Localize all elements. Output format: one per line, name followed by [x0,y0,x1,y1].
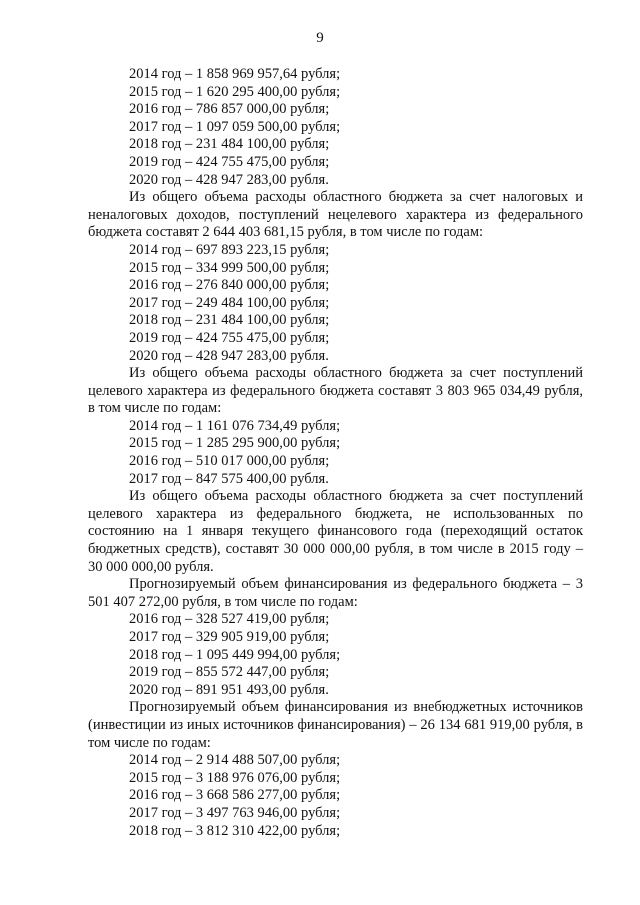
list-item: 2018 год – 231 484 100,00 рубля; [129,312,330,329]
list-item: 2020 год – 428 947 283,00 рубля. [129,347,329,364]
year-list-federal-targeted [88,418,583,488]
list-item: 2019 год – 855 572 447,00 рубля; [129,664,330,681]
paragraph-tax-revenue: Из общего объема расходы областного бюджета за счет налоговых и неналоговых доходов, поступлений нецелевого характера из федерального бюджета составят 2 644 403 681,15 рубля, в том числе по годам: [88,189,583,241]
list-item: 2018 год – 231 484 100,00 рубля; [129,136,330,153]
paragraph-unused-balance: Из общего объема расходы областного бюджета за счет поступлений целевого характера из федерального бюджета, не использованных по состоянию на 1 января текущего финансового года (переходящий остаток бюджетных средств), составят 30 000 000,00 рубля, в том числе в 2015 году – 30 000 000,00 рубля. [88,488,583,575]
year-list-tax-revenue [88,242,583,365]
list-item: 2015 год – 3 188 976 076,00 рубля; [129,769,341,786]
list-item: 2020 год – 891 951 493,00 рубля. [129,681,329,698]
list-item: 2017 год – 847 575 400,00 рубля. [129,470,329,487]
list-item: 2014 год – 1 858 969 957,64 рубля; [129,66,341,82]
year-list-federal-forecast [88,611,583,699]
year-list-total [88,66,583,189]
list-item: 2016 год – 786 857 000,00 рубля; [129,101,330,118]
list-item: 2014 год – 697 893 223,15 рубля; [129,241,330,258]
list-item: 2014 год – 2 914 488 507,00 рубля; [129,752,341,769]
list-item: 2015 год – 1 285 295 900,00 рубля; [129,435,341,452]
paragraph-extrabudgetary-forecast: Прогнозируемый объем финансирования из внебюджетных источников (инвестиции из иных источников финансирования) – 26 134 681 919,00 рубля, в том числе по годам: [88,699,583,751]
document-body [88,66,583,840]
list-item: 2019 год – 424 755 475,00 рубля; [129,329,330,346]
paragraph-federal-forecast: Прогнозируемый объем финансирования из федерального бюджета – 3 501 407 272,00 рубля, в том числе по годам: [88,576,583,610]
list-item: 2016 год – 328 527 419,00 рубля; [129,611,330,628]
list-item: 2017 год – 249 484 100,00 рубля; [129,294,330,311]
paragraph-federal-targeted: Из общего объема расходы областного бюджета за счет поступлений целевого характера из федерального бюджета составят 3 803 965 034,49 рубля, в том числе по годам: [88,365,583,417]
list-item: 2015 год – 334 999 500,00 рубля; [129,259,330,276]
list-item: 2014 год – 1 161 076 734,49 рубля; [129,417,341,434]
list-item: 2016 год – 276 840 000,00 рубля; [129,277,330,294]
list-item: 2017 год – 3 497 763 946,00 рубля; [129,804,341,821]
list-item: 2016 год – 510 017 000,00 рубля; [129,453,330,470]
list-item: 2017 год – 1 097 059 500,00 рубля; [129,118,341,135]
list-item: 2020 год – 428 947 283,00 рубля. [129,171,329,188]
year-list-extrabudgetary [88,752,583,840]
list-item: 2017 год – 329 905 919,00 рубля; [129,629,330,645]
list-item: 2018 год – 3 812 310 422,00 рубля; [129,822,341,839]
list-item: 2018 год – 1 095 449 994,00 рубля; [129,646,341,663]
list-item: 2019 год – 424 755 475,00 рубля; [129,153,330,170]
page-number: 9 [316,30,324,46]
list-item: 2016 год – 3 668 586 277,00 рубля; [129,787,341,804]
list-item: 2015 год – 1 620 295 400,00 рубля; [129,83,341,100]
